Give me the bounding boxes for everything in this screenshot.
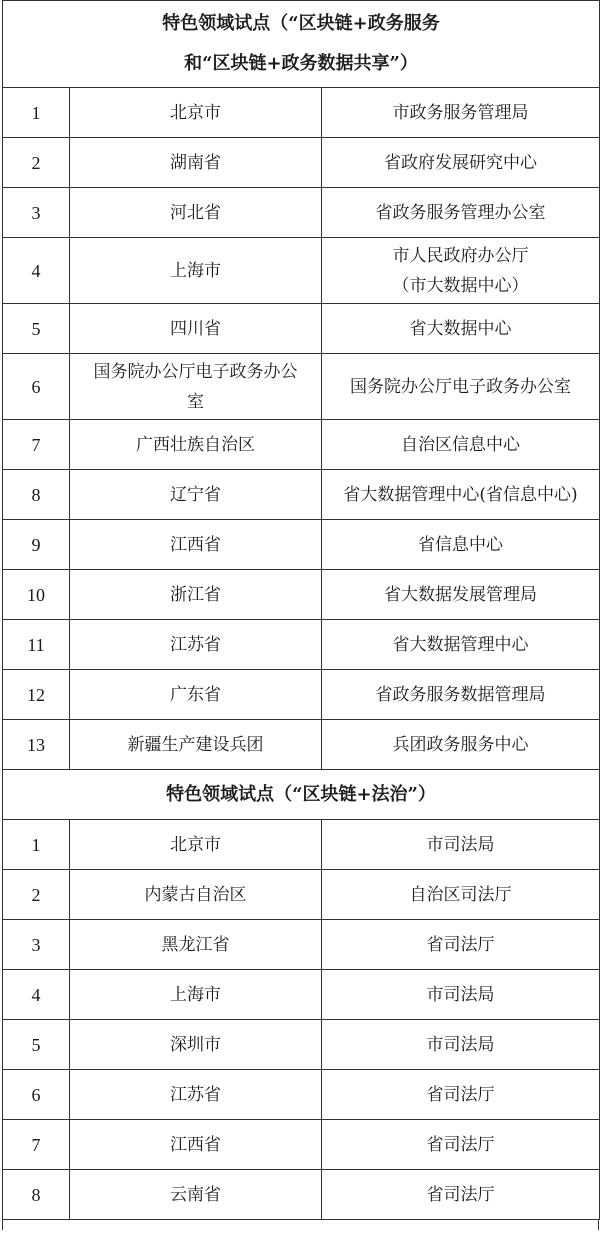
region-cell xyxy=(70,1120,322,1170)
section-title-line: 和“区块链+政务数据共享”） xyxy=(184,53,418,74)
region-text: 江西省 xyxy=(170,1134,221,1155)
unit-text: （市大数据中心） xyxy=(392,275,529,296)
unit-text: 省信息中心 xyxy=(418,534,504,555)
table-row xyxy=(3,520,600,570)
region-text: 江苏省 xyxy=(170,1084,221,1105)
table-row xyxy=(3,1070,600,1120)
unit-cell xyxy=(322,304,600,354)
table-row xyxy=(3,1020,600,1070)
unit-cell xyxy=(322,820,600,870)
region-text: 北京市 xyxy=(170,834,221,855)
unit-cell xyxy=(322,870,600,920)
row-number: 1 xyxy=(3,88,70,138)
region-text: 新疆生产建设兵团 xyxy=(127,734,264,755)
region-cell xyxy=(70,920,322,970)
region-cell xyxy=(70,354,322,420)
unit-text: 国务院办公厅电子政务办公室 xyxy=(350,376,572,397)
region-text: 广西壮族自治区 xyxy=(136,434,255,455)
region-cell xyxy=(70,1070,322,1120)
unit-cell xyxy=(322,720,600,770)
unit-text: 兵团政务服务中心 xyxy=(392,734,529,755)
table-row xyxy=(3,720,600,770)
section-title xyxy=(3,770,600,820)
region-cell xyxy=(70,1020,322,1070)
region-cell xyxy=(70,1170,322,1220)
row-number: 2 xyxy=(3,138,70,188)
row-number: 11 xyxy=(3,620,70,670)
region-text: 浙江省 xyxy=(170,584,221,605)
row-number: 3 xyxy=(3,920,70,970)
unit-cell xyxy=(322,1120,600,1170)
unit-text: 省司法厅 xyxy=(426,1134,495,1155)
region-text: 室 xyxy=(187,391,204,412)
region-cell xyxy=(70,188,322,238)
table-row xyxy=(3,470,600,520)
row-number: 10 xyxy=(3,570,70,620)
unit-text: 市政务服务管理局 xyxy=(392,102,529,123)
unit-text: 省大数据管理中心 xyxy=(392,634,529,655)
table-row xyxy=(3,88,600,138)
unit-cell xyxy=(322,1170,600,1220)
unit-cell xyxy=(322,88,600,138)
table-row xyxy=(3,570,600,620)
unit-text: 省司法厅 xyxy=(426,1084,495,1105)
region-text: 湖南省 xyxy=(170,152,221,173)
unit-text: 省司法厅 xyxy=(426,934,495,955)
row-number: 8 xyxy=(3,1170,70,1220)
region-cell xyxy=(70,670,322,720)
region-cell xyxy=(70,620,322,670)
region-text: 上海市 xyxy=(170,260,221,281)
table-row xyxy=(3,1120,600,1170)
table-row xyxy=(3,670,600,720)
row-number: 5 xyxy=(3,1020,70,1070)
region-cell xyxy=(70,870,322,920)
unit-text: 市司法局 xyxy=(426,834,495,855)
region-text: 内蒙古自治区 xyxy=(144,884,247,905)
section-title xyxy=(3,1,600,88)
section-title-line: 特色领域试点（“区块链+政务服务 xyxy=(162,13,440,34)
unit-text: 市司法局 xyxy=(426,1034,495,1055)
row-number: 6 xyxy=(3,354,70,420)
unit-text: 省政府发展研究中心 xyxy=(384,152,538,173)
unit-cell xyxy=(322,1070,600,1120)
unit-cell xyxy=(322,620,600,670)
region-cell xyxy=(70,520,322,570)
unit-cell xyxy=(322,420,600,470)
table-row xyxy=(3,420,600,470)
unit-cell xyxy=(322,970,600,1020)
unit-text: 市司法局 xyxy=(426,984,495,1005)
unit-text: 省政务服务数据管理局 xyxy=(375,684,546,705)
unit-cell xyxy=(322,570,600,620)
unit-text: 省政务服务管理办公室 xyxy=(375,202,546,223)
region-cell xyxy=(70,88,322,138)
region-cell xyxy=(70,820,322,870)
table-row xyxy=(3,820,600,870)
unit-cell xyxy=(322,520,600,570)
region-cell xyxy=(70,420,322,470)
pilot-table-body xyxy=(3,1,600,1220)
row-number: 5 xyxy=(3,304,70,354)
region-cell xyxy=(70,570,322,620)
table-continuation xyxy=(2,1220,599,1230)
unit-cell xyxy=(322,670,600,720)
region-text: 广东省 xyxy=(170,684,221,705)
table-row xyxy=(3,920,600,970)
table-row xyxy=(3,304,600,354)
row-number: 7 xyxy=(3,1120,70,1170)
unit-text: 自治区信息中心 xyxy=(401,434,521,455)
table-row xyxy=(3,354,600,420)
unit-text: 自治区司法厅 xyxy=(409,884,512,905)
unit-cell xyxy=(322,188,600,238)
unit-cell xyxy=(322,470,600,520)
region-cell xyxy=(70,970,322,1020)
unit-cell xyxy=(322,920,600,970)
region-text: 黑龙江省 xyxy=(161,934,230,955)
row-number: 9 xyxy=(3,520,70,570)
table-row xyxy=(3,970,600,1020)
row-number: 2 xyxy=(3,870,70,920)
unit-cell xyxy=(322,138,600,188)
unit-cell xyxy=(322,354,600,420)
unit-text: 省大数据管理中心(省信息中心) xyxy=(343,484,578,505)
region-text: 国务院办公厅电子政务办公 xyxy=(93,361,298,382)
table-row xyxy=(3,238,600,304)
row-number: 1 xyxy=(3,820,70,870)
section-header-row xyxy=(3,1,600,88)
unit-text: 市人民政府办公厅 xyxy=(392,245,529,266)
unit-cell xyxy=(322,1020,600,1070)
section-title-line: 特色领域试点（“区块链+法治”） xyxy=(166,783,436,805)
region-text: 江苏省 xyxy=(170,634,221,655)
row-number: 4 xyxy=(3,970,70,1020)
region-text: 四川省 xyxy=(170,318,221,339)
row-number: 4 xyxy=(3,238,70,304)
region-cell xyxy=(70,470,322,520)
region-cell xyxy=(70,238,322,304)
unit-text: 省大数据发展管理局 xyxy=(384,584,538,605)
unit-text: 省司法厅 xyxy=(426,1184,495,1205)
pilot-table xyxy=(2,0,600,1220)
region-text: 北京市 xyxy=(170,102,221,123)
table-row xyxy=(3,188,600,238)
unit-cell xyxy=(322,238,600,304)
table-row xyxy=(3,620,600,670)
row-number: 3 xyxy=(3,188,70,238)
region-text: 云南省 xyxy=(170,1184,221,1205)
region-text: 辽宁省 xyxy=(170,484,221,505)
region-cell xyxy=(70,720,322,770)
row-number: 12 xyxy=(3,670,70,720)
section-header-row xyxy=(3,770,600,820)
table-row xyxy=(3,1170,600,1220)
region-cell xyxy=(70,138,322,188)
row-number: 13 xyxy=(3,720,70,770)
region-text: 深圳市 xyxy=(170,1034,221,1055)
row-number: 6 xyxy=(3,1070,70,1120)
region-text: 上海市 xyxy=(170,984,221,1005)
region-text: 江西省 xyxy=(170,534,221,555)
region-cell xyxy=(70,304,322,354)
table-row xyxy=(3,138,600,188)
region-text: 河北省 xyxy=(170,202,221,223)
row-number: 7 xyxy=(3,420,70,470)
table-row xyxy=(3,870,600,920)
row-number: 8 xyxy=(3,470,70,520)
unit-text: 省大数据中心 xyxy=(409,318,512,339)
